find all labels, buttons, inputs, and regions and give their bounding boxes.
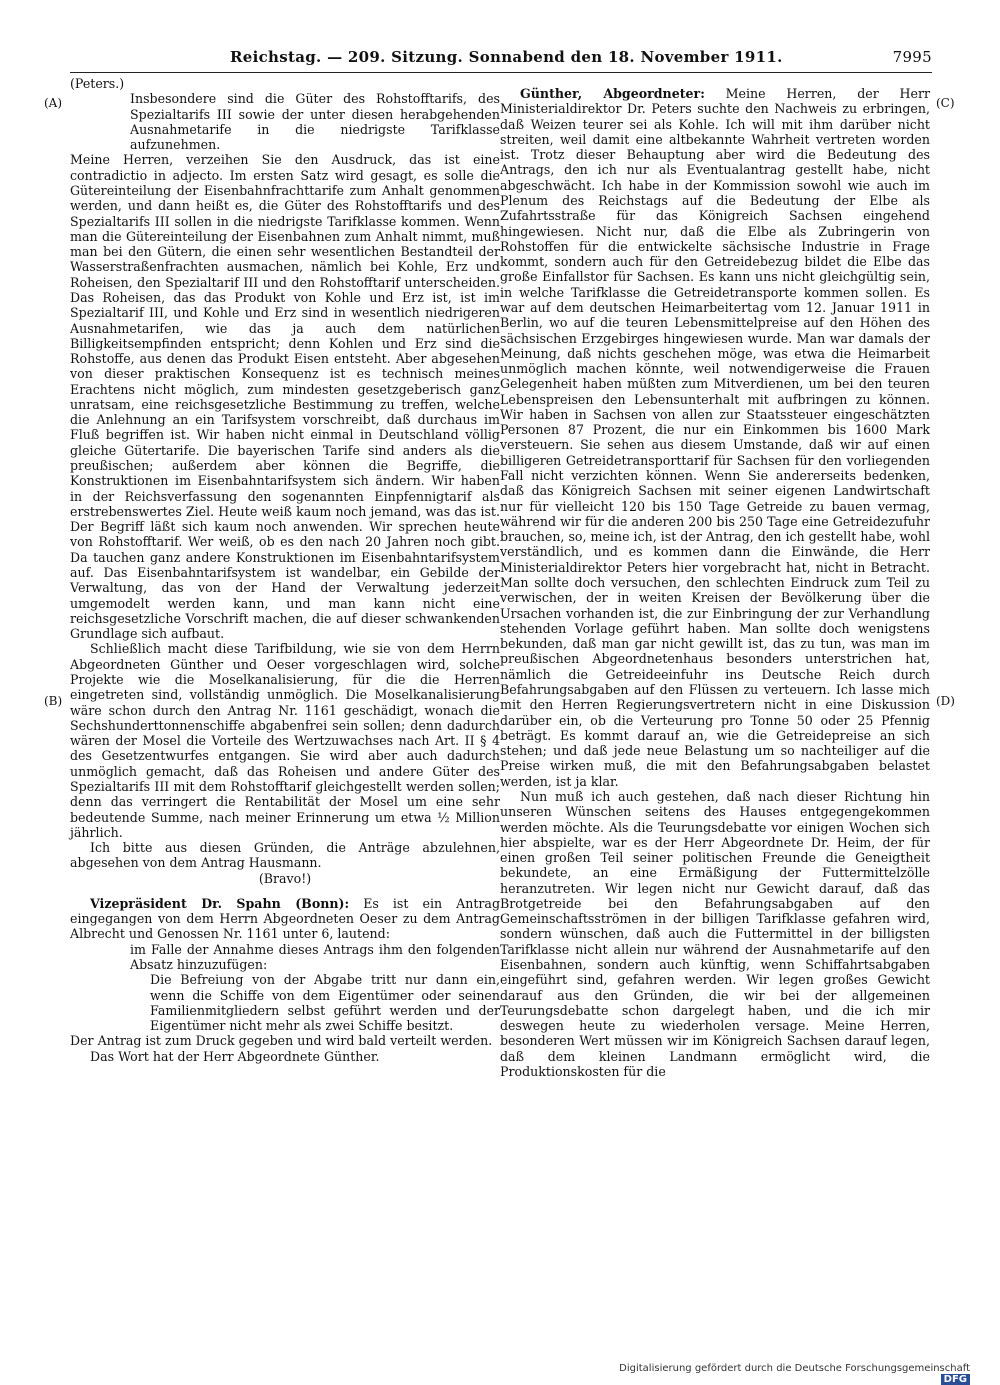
paragraph: Nun muß ich auch gestehen, daß nach dieser Richtung hin unseren Wünschen seitens des Hauses entgegengekommen werden möchte. Als die Teurungsdebatte vor einigen Wochen sich hier abspielte, war es der Herr Abgeordnete Dr. Heim, der für einen großen Teil seiner politischen Freunde die Geneigtheit bekundete, an eine Ermäßigung der Futtermittelzölle heranzutreten. Wir legen nicht nur Gewicht darauf, daß das Brotgetreide bei den Befahrungsabgaben auf den Gemeinschaftsströmen in der billigen Tarifklasse gefahren wird, sondern wünschen, daß auch die Futtermittel in der billigsten Tarifklasse nicht allein nur während der Ausnahmetarife auf den Eisenbahnen, sondern auch künftig, wenn Schiffahrtsabgaben eingeführt sind, gefahren werden. Wir legen großes Gewicht darauf aus den Gründen, die wir bei der allgemeinen Teurungsdebatte schon dargelegt haben, und die ich mir deswegen heute zu wiederholen versage. Meine Herren, besonderen Wert müssen wir im Königreich Sachsen darauf legen, daß dem kleinen Landmann ermöglicht wird, die Produktionskosten für die: [500, 788, 930, 1079]
margin-marker-d: (D): [936, 694, 955, 708]
page-number: 7995: [892, 48, 932, 66]
paragraph: [70, 896, 500, 942]
speaker-continuation: (Peters.): [70, 76, 125, 91]
motion-text: im Falle der Annahme dieses Antrags ihm den folgenden Absatz hinzuzufügen:: [130, 941, 500, 973]
speaker-name: Vizepräsident Dr. Spahn (Bonn):: [90, 895, 350, 911]
paragraph: Meine Herren, verzeihen Sie den Ausdruck, das ist eine contradictio in adjecto. Im ersten Satz wird gesagt, es solle die Gütereinteilung der Eisenbahnfrachttarife zum Anhalt genommen werden, und dann heißt es, die Güter des Rohstofftarifs und des Spezialtarifs III sollen in die niedrigste Tarifklasse kommen. Wenn man die Gütereinteilung der Eisenbahnen zum Anhalt nimmt, muß man bei den Gütern, die einen sehr wesentlichen Bestandteil der Wasserstraßenfrachten ausmachen, nämlich bei Kohle, Erz und Roheisen, den Spezialtarif III und den Rohstofftarif unterscheiden. Das Roheisen, das das Produkt von Kohle und Erz ist, ist im Spezialtarif III, und Kohle und Erz sind in wesentlich niedrigeren Ausnahmetarifen, wie das ja auch dem natürlichen Billigkeitsempfinden entspricht; denn Kohlen und Erz sind die Rohstoffe, aus denen das Produkt Eisen entsteht. Aber abgesehen von dieser praktischen Konsequenz ist es technisch meines Erachtens nicht möglich, zum mindesten gesetzgeberisch ganz unratsam, eine reichsgesetzliche Bestimmung zu treffen, welche die Anlehnung an ein Tarifsystem vorschreibt, daß durchaus im Fluß begriffen ist. Wir haben nicht einmal in Deutschland völlig gleiche Gütertarife. Die bayerischen Tarife sind anders als die preußischen; außerdem aber können die Begriffe, die Konstruktionen im Eisenbahntarifsystem sich ändern. Wir haben in der Reichsverfassung den sogenannten Einpfennigtarif als erstrebenswertes Ziel. Heute weiß kaum noch jemand, was das ist. Der Begriff läßt sich kaum noch anwenden. Wir sprechen heute von Rohstofftarif. Wer weiß, ob es den nach 20 Jahren noch gibt. Da tauchen ganz andere Konstruktionen im Eisenbahntarifsystem auf. Das Eisenbahntarifsystem ist wandelbar, ein Gebilde der Verwaltung, das von der Hand der Verwaltung jederzeit umgemodelt werden kann, und man kann nicht eine reichsgesetzliche Vorschrift machen, die auf dieser schwankenden Grundlage sich aufbaut.: [70, 152, 500, 642]
motion-addendum: Die Befreiung von der Abgabe tritt nur dann ein, wenn die Schiffe von dem Eigentümer oder seinen Familienmitgliedern selbst geführt werden und der Eigentümer nicht mehr als zwei Schiffe besitzt.: [150, 972, 500, 1034]
paragraph: [500, 86, 930, 789]
paragraph: Schließlich macht diese Tarifbildung, wie sie von dem Herrn Abgeordneten Günther und Oeser vorgeschlagen wird, solche Projekte wie die Moselkanalisierung, für die die Herren eingetreten sind, vollständig unmöglich. Die Moselkanalisierung wäre schon durch den Antrag Nr. 1161 geschädigt, wonach die Sechshunderttonnenschiffe abgabenfrei sein sollen; denn dadurch wären der Mosel die Vorteile des Wertzuwachses nach Art. II § 4 des Gesetzentwurfes entgangen. Sie wird aber auch dadurch unmöglich gemacht, daß das Roheisen und andere Güter des Spezialtarifs III mit dem Rohstofftarif gleichgestellt werden sollen; denn das verringert die Rentabilität der Mosel um eine sehr bedeutende Summe, nach meiner Erinnerung um etwa ½ Million jährlich.: [70, 641, 500, 840]
margin-marker-c: (C): [936, 96, 955, 110]
speaker-name: Günther, Abgeordneter:: [520, 86, 705, 101]
quoted-motion: Insbesondere sind die Güter des Rohstofftarifs, des Spezialtarifs III sowie der unter diesen herabgehenden Ausnahmetarife in die niedrigste Tarifklasse aufzunehmen.: [130, 91, 500, 153]
running-title: Reichstag. — 209. Sitzung. Sonnabend den 18. November 1911.: [230, 48, 783, 66]
speaker-text: Meine Herren, der Herr Ministerialdirektor Dr. Peters suchte den Nachweis zu erbringen, daß Weizen teurer sei als Kohle. Ich will mit ihm darüber nicht streiten, weil damit eine altbekannte Wahrheit vertreten worden ist. Trotz dieser Behauptung aber wird die Bedeutung des Antrags, den ich nur als Eventualantrag gestellt habe, nicht abgeschwächt. Ich habe in der Kommission sowohl wie auch im Plenum des Reichstags auf die Bedeutung der Elbe als Zufahrtsstraße für das Königreich Sachsen eingehend hingewiesen. Nicht nur, daß die Elbe als Zubringerin von Rohstoffen für die entwickelte sächsische Industrie in Frage kommt, sondern auch für den Getreidebezug bildet die Elbe das große Einfallstor für Sachsen. Es kann uns nicht gleichgültig sein, in welche Tarifklasse die Getreidetransporte kommen sollen. Es war auf dem deutschen Heimarbeitertag vom 12. Januar 1911 in Berlin, wo auf die teuren Lebensmittelpreise auf den Höhen des sächsischen Erzgebirges hingewiesen wurde. Man war damals der Meinung, daß nichts geschehen möge, was etwa die Heimarbeit unmöglich machen könnte, weil notwendigerweise die Frauen Gelegenheit haben müßten zum Mitverdienen, um bei den teuren Lebenspreisen den Lebensunterhalt mit aufbringen zu können. Wir haben in Sachsen von allen zur Staatssteuer eingeschätzten Personen 87 Prozent, die nur ein Einkommen bis 1600 Mark versteuern. Sie sehen aus diesem Umstande, daß wir auf einen billigeren Getreidetransporttarif für Sachsen für den vorliegenden Fall nicht verzichten können. Wenn Sie andererseits bedenken, daß das Königreich Sachsen mit seiner eigenen Landwirtschaft nur für vielleicht 120 bis 150 Tage Getreide zu bauen vermag, während wir für die anderen 200 bis 250 Tage eine Getreidezufuhr brauchen, so, meine ich, ist der Antrag, den ich gestellt habe, wohl verständlich, und es kommen dann die Einwände, die Herr Ministerialdirektor Peters hier vorgebracht hat, nicht in Betracht. Man sollte doch versuchen, den schlechten Eindruck zum Teil zu verwischen, der in weiten Kreisen der Bevölkerung über die Ursachen vorhanden ist, die zur Einbringung der zur Verhandlung stehenden Vorlage geführt haben. Man sollte doch wenigstens bekunden, daß man gar nicht gewillt ist, das zu tun, was man im preußischen Abgeordnetenhaus besonders unterstrichen hat, nämlich die Getreideeinfuhr ins Deutsche Reich durch Befahrungsabgaben auf den Flüssen zu verteuern. Ich lasse mich mit den Herren Regierungsvertretern nicht in eine Diskussion darüber ein, ob die Verteurung pro Tonne 50 oder 25 Pfennig beträgt. Es kommt darauf an, wie die Getreidepreise an sich stehen; und daß jede neue Belastung um so nachteiliger auf die Preise wirken muß, die mit den Befahrungsabgaben belastet werden, ist ja klar.: [500, 86, 930, 789]
paragraph: Das Wort hat der Herr Abgeordnete Günther.: [90, 1048, 380, 1064]
paragraph: Ich bitte aus diesen Gründen, die Anträge abzulehnen, abgesehen von dem Antrag Hausmann.: [70, 840, 500, 871]
margin-marker-a: (A): [44, 96, 63, 110]
paragraph: Der Antrag ist zum Druck gegeben und wird bald verteilt werden.: [70, 1033, 493, 1049]
speaker-text: Es ist ein Antrag eingegangen von dem Herrn Abgeordneten Oeser zu dem Antrag Albrecht und Genossen Nr. 1161 unter 6, lautend:: [70, 895, 501, 942]
applause-note: (Bravo!): [258, 870, 312, 886]
footer-credit: [600, 1363, 970, 1385]
right-column: [500, 86, 930, 1079]
footer-text: Digitalisierung gefördert durch die Deutsche Forschungsgemeinschaft: [619, 1363, 970, 1374]
left-column: [70, 76, 500, 1064]
page-header: [70, 48, 932, 73]
margin-marker-b: (B): [44, 694, 63, 708]
dfg-logo: DFG: [941, 1374, 970, 1385]
